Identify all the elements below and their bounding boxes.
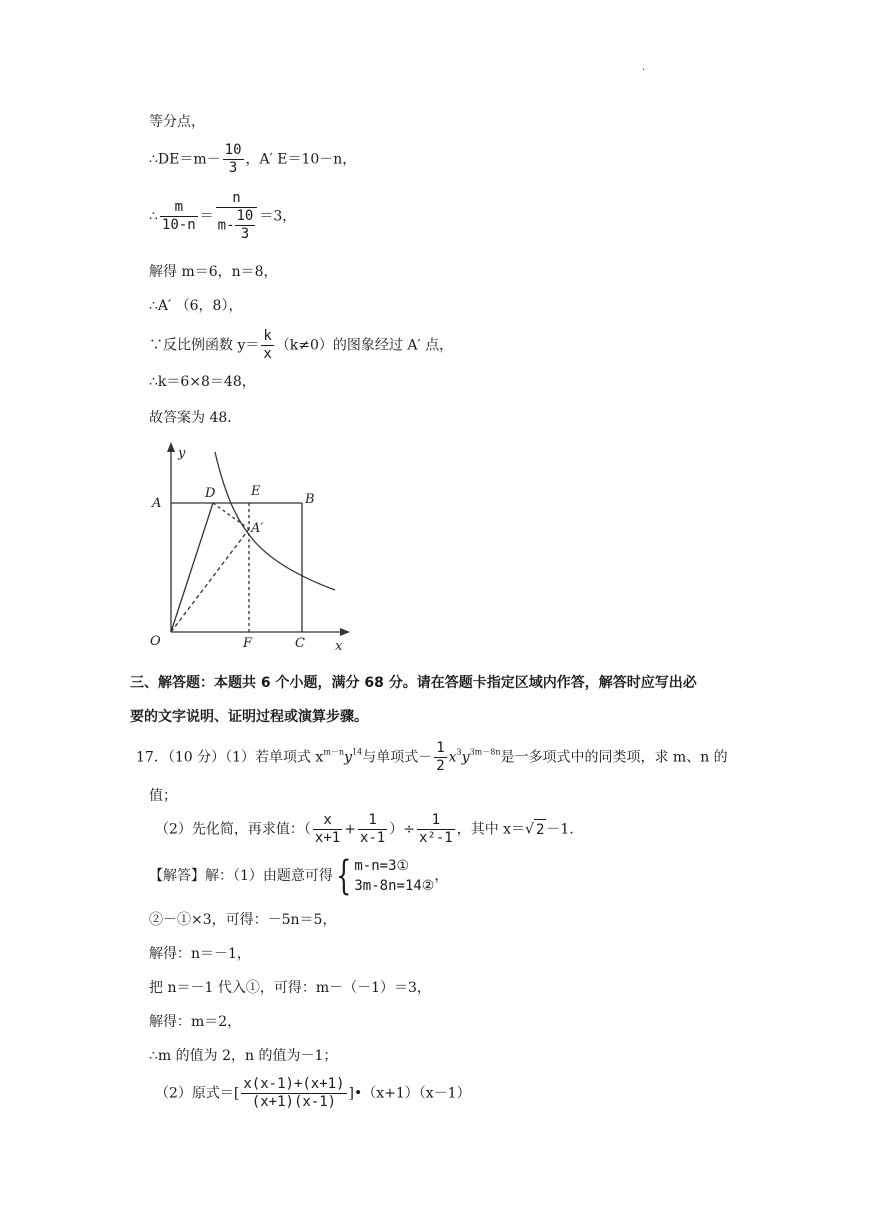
fraction-n-over-m-minus: n m- $\frac{10}{3}$ bbox=[216, 190, 258, 243]
label-b: B bbox=[305, 492, 315, 507]
text-line-4: 解得 m＝6，n＝8， bbox=[149, 264, 278, 280]
text-line-6: ∵反比例函数 y＝ $\frac{k}{x}$ （k≠0）的图象经过 A′ 点， bbox=[149, 328, 454, 362]
ae-expression: ，A′ E＝10－n， bbox=[245, 151, 357, 168]
solution-step-3: 解得：n＝－1， bbox=[149, 946, 251, 962]
solution-step-4: 把 n＝－1 代入①，可得：m－（－1）＝3， bbox=[149, 980, 431, 996]
label-x: x bbox=[335, 639, 343, 654]
solution-step-6: ∴m 的值为 2，n 的值为－1； bbox=[149, 1048, 338, 1064]
page-dot: . bbox=[642, 62, 646, 73]
segment-oa bbox=[171, 529, 249, 632]
text-line-8: 故答案为 48． bbox=[149, 410, 242, 426]
section3-heading-line2: 要的文字说明、证明过程或演算步骤。 bbox=[130, 709, 368, 725]
text-line-7: ∴k＝6×8＝48， bbox=[149, 374, 256, 390]
y-axis-arrow bbox=[167, 442, 175, 452]
question-17-part2: （2）先化简，再求值：（ $\frac{x}{x+1}$ + $\frac{1}{x-1}$ ）÷ $\frac{1}{\text{x²-1}}$ ，其中 x＝√ 2 －1． bbox=[155, 812, 584, 846]
fraction-ten-thirds: $\frac{10}{3}$ bbox=[224, 142, 242, 176]
label-c: C bbox=[295, 636, 305, 651]
question-17-part1-wrap: 值； bbox=[149, 788, 177, 804]
label-o: O bbox=[150, 634, 161, 649]
x-axis-arrow bbox=[340, 628, 350, 636]
label-a-prime: A′ bbox=[251, 521, 264, 536]
segment-da bbox=[213, 503, 249, 529]
solution-step-5: 解得：m＝2， bbox=[149, 1014, 242, 1030]
solution-step-1: 【解答】解：（1）由题意可得{ m-n=3① 3m-8n=14② ， bbox=[149, 853, 449, 899]
solution-step-2: ②－①×3，可得：－5n＝5， bbox=[149, 912, 337, 928]
text-line-5: ∴A′ （6，8）， bbox=[149, 298, 243, 314]
label-y: y bbox=[178, 446, 186, 461]
geometry-figure bbox=[145, 440, 365, 660]
label-f: F bbox=[243, 636, 253, 651]
label-d: D bbox=[205, 486, 216, 501]
section3-heading-line1: 三、解答题：本题共 6 个小题，满分 68 分。请在答题卡指定区域内作答，解答时应写出必 bbox=[130, 675, 697, 691]
fraction-m-over-10-n: $\frac{m}{10-n}$ bbox=[161, 199, 196, 233]
label-e: E bbox=[251, 484, 261, 499]
fraction-k-over-x: $\frac{k}{x}$ bbox=[263, 328, 272, 362]
hyperbola-curve bbox=[215, 452, 335, 590]
text-line-2 bbox=[149, 142, 356, 177]
solution-step-7: （2）原式＝[ $\frac{x(x-1)+(x+1)}{(x+1)(x-1)}$ ]•（x+1）（x－1） bbox=[155, 1076, 471, 1110]
text-line-3: ∴ $\frac{m}{10-n}$ ＝ n m- $\frac{10}{3}$ ＝3， bbox=[149, 190, 297, 242]
segment-od bbox=[171, 503, 213, 632]
de-expression: ∴DE＝m－ bbox=[149, 151, 221, 168]
text-line-1: 等分点， bbox=[149, 114, 205, 130]
question-17-part1: 17．（10 分）（1）若单项式 $x^{m-n}y^{14}$与单项式－ $\frac{1}{2}$ $x^3y^{3m-8n}$是一多项式中的同类项，求 m、n 的 bbox=[136, 740, 728, 774]
label-a: A bbox=[152, 496, 162, 511]
